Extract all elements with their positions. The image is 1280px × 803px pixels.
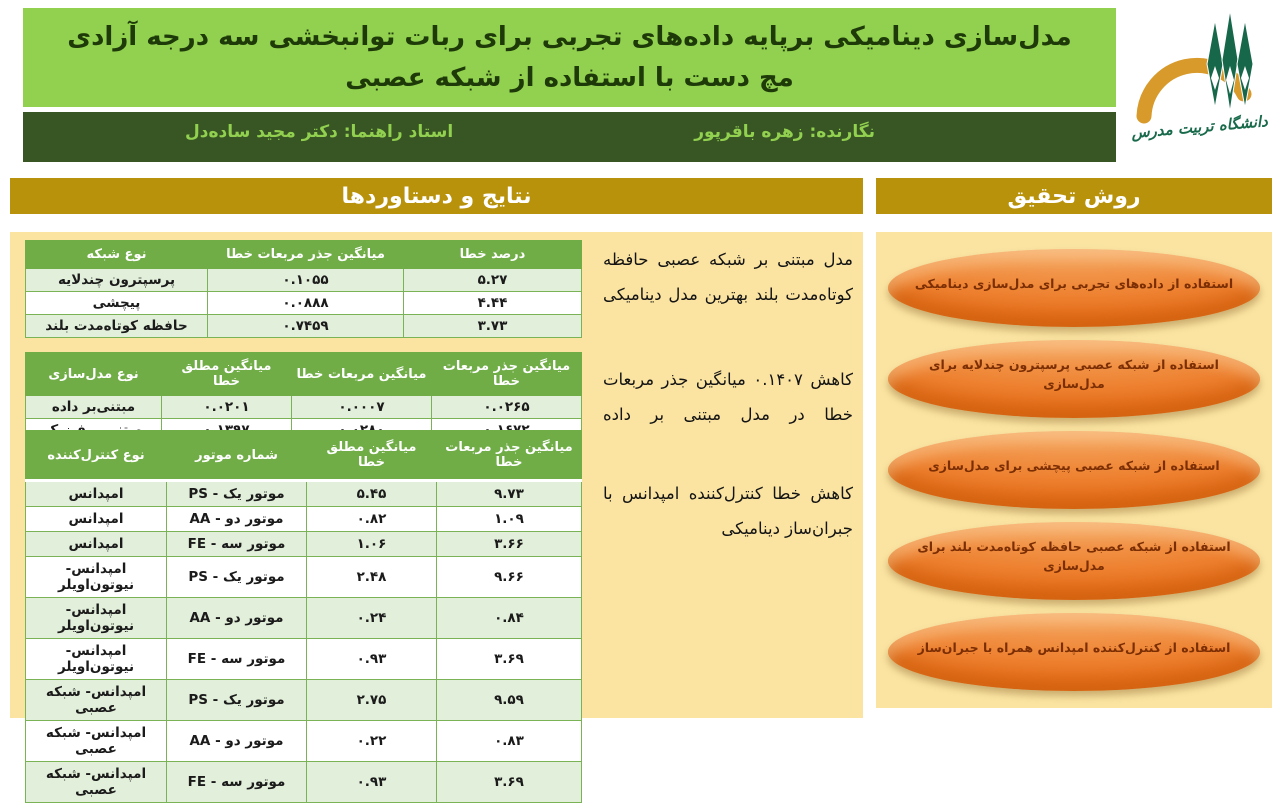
table-cell: موتور سه - FE [167,762,307,803]
annotation-controller-error: کاهش خطا کنترل‌کننده امپدانس با جبران‌ساز دینامیکی [603,484,853,539]
table-cell: ۰.۸۲ [307,507,437,532]
table-cell: ۰.۱۰۵۵ [208,269,404,292]
method-step-label: استفاده از کنترل‌کننده امپدانس همراه با جبران‌ساز [917,639,1231,655]
table-row [26,639,582,680]
method-step-label: استفاده از داده‌های تجربی برای مدل‌سازی دینامیکی [914,275,1234,291]
method-step-label: استفاده از شبکه عصبی پیچشی برای مدل‌سازی [928,457,1220,473]
table-cell: امپدانس- شبکه عصبی [26,680,167,721]
method-step-label: استفاده از شبکه عصبی پرسپترون چندلایه برای مدل‌سازی [929,357,1219,391]
table-cell: موتور سه - FE [167,639,307,680]
table-cell: ۰.۸۴ [437,598,582,639]
method-step-ellipse [888,613,1260,691]
table-cell: ۰.۲۴ [307,598,437,639]
poster-title: مدل‌سازی دینامیکی برپایه داده‌های تجربی برای ربات توانبخشی سه درجه آزادی مچ دست با استفاده از شبکه عصبی [67,22,1072,93]
author-bar [23,112,1116,162]
table-row [26,481,582,507]
table-row [26,721,582,762]
column-header: میانگین مطلق خطا [162,353,292,396]
table-cell: ۵.۲۷ [404,269,582,292]
table-cell: موتور یک - PS [167,481,307,507]
cypress-trees-icon [1207,10,1253,112]
section-title: نتایج و دستاوردها [341,183,532,209]
table-cell: امپدانس [26,481,167,507]
column-header: میانگین جذر مربعات خطا [208,241,404,269]
table-cell: پرسپترون چندلایه [26,269,208,292]
table-cell: موتور یک - PS [167,557,307,598]
table-row [26,396,582,419]
table-cell: ۳.۶۹ [437,762,582,803]
table-cell: امپدانس- نیوتون‌اویلر [26,598,167,639]
column-header: میانگین جذر مربعات خطا [437,431,582,481]
section-title: روش تحقیق [1007,183,1141,209]
supervisor-label: استاد راهنما: دکتر مجید ساده‌دل [185,122,454,142]
table-cell: ۰.۹۳ [307,762,437,803]
method-step-ellipse [888,340,1260,418]
table-cell: ۹.۷۳ [437,481,582,507]
table-cell: ۰.۰۸۸۸ [208,292,404,315]
method-step-ellipse [888,431,1260,509]
table-row [26,557,582,598]
column-header: میانگین جذر مربعات خطا [432,353,582,396]
header-row [26,353,582,396]
column-header: درصد خطا [404,241,582,269]
network-comparison-table [25,240,582,338]
table-cell: پیچشی [26,292,208,315]
table-row [26,292,582,315]
table-cell: امپدانس- شبکه عصبی [26,721,167,762]
table-cell: امپدانس- نیوتون‌اویلر [26,639,167,680]
table-cell: ۵.۴۵ [307,481,437,507]
university-name-calligraphy: دانشگاه تربیت مدرس [1130,112,1268,142]
table-cell: مبتنی‌بر داده [26,396,162,419]
table-cell: ۰.۸۳ [437,721,582,762]
table-cell: ۴.۴۴ [404,292,582,315]
table-cell: ۱.۰۶ [307,532,437,557]
table-cell: امپدانس [26,532,167,557]
controller-comparison-table [25,430,582,803]
table-row [26,680,582,721]
table-cell: امپدانس [26,507,167,532]
table-row [26,762,582,803]
table-row [26,532,582,557]
poster-title-box [23,8,1116,107]
table-cell: ۹.۵۹ [437,680,582,721]
results-panel [10,232,863,798]
table-row [26,315,582,338]
table-cell: ۰.۰۰۰۷ [292,396,432,419]
table-cell: ۰.۰۲۶۵ [432,396,582,419]
table-cell: ۲.۴۸ [307,557,437,598]
table-cell: ۲.۷۵ [307,680,437,721]
table-cell: موتور یک - PS [167,680,307,721]
column-header: نوع کنترل‌کننده [26,431,167,481]
table-cell: امپدانس- شبکه عصبی [26,762,167,803]
method-panel [876,232,1272,708]
university-logo [1125,4,1273,166]
header-row [26,241,582,269]
table-cell: ۰.۲۲ [307,721,437,762]
table-cell: حافظه کوتاه‌مدت بلند [26,315,208,338]
method-step-ellipse [888,249,1260,327]
table-row [26,598,582,639]
modeling-type-table [25,352,582,442]
section-header-results [10,178,863,214]
column-header: میانگین مطلق خطا [307,431,437,481]
table-cell: ۳.۶۹ [437,639,582,680]
author-label: نگارنده: زهره باقرپور [694,122,875,142]
column-header: نوع شبکه [26,241,208,269]
column-header: میانگین مربعات خطا [292,353,432,396]
method-step-ellipse [888,522,1260,600]
column-header: نوع مدل‌سازی [26,353,162,396]
column-header: شماره موتور [167,431,307,481]
table-cell: ۹.۶۶ [437,557,582,598]
table-row [26,269,582,292]
table-cell: ۳.۶۶ [437,532,582,557]
annotation-rmse-reduction: کاهش ۰.۱۴۰۷ میانگین جذر مربعات خطا در مدل مبتنی بر داده [603,370,853,425]
table-cell: موتور دو - AA [167,721,307,762]
table-row [26,507,582,532]
table-cell: امپدانس- نیوتون‌اویلر [26,557,167,598]
table-cell: ۰.۹۳ [307,639,437,680]
university-logo-emblem [1129,4,1269,124]
table-cell: ۰.۷۴۵۹ [208,315,404,338]
table-cell: ۳.۷۳ [404,315,582,338]
table-cell: موتور دو - AA [167,598,307,639]
header-row [26,431,582,481]
table-cell: ۱.۰۹ [437,507,582,532]
section-header-method [876,178,1272,214]
table-cell: ۰.۰۲۰۱ [162,396,292,419]
table-cell: موتور دو - AA [167,507,307,532]
annotation-best-model: مدل مبتنی بر شبکه عصبی حافظه کوتاه‌مدت بلند بهترین مدل دینامیکی [603,250,853,305]
table-cell: موتور سه - FE [167,532,307,557]
method-step-label: استفاده از شبکه عصبی حافظه کوتاه‌مدت بلند برای مدل‌سازی [917,539,1231,573]
